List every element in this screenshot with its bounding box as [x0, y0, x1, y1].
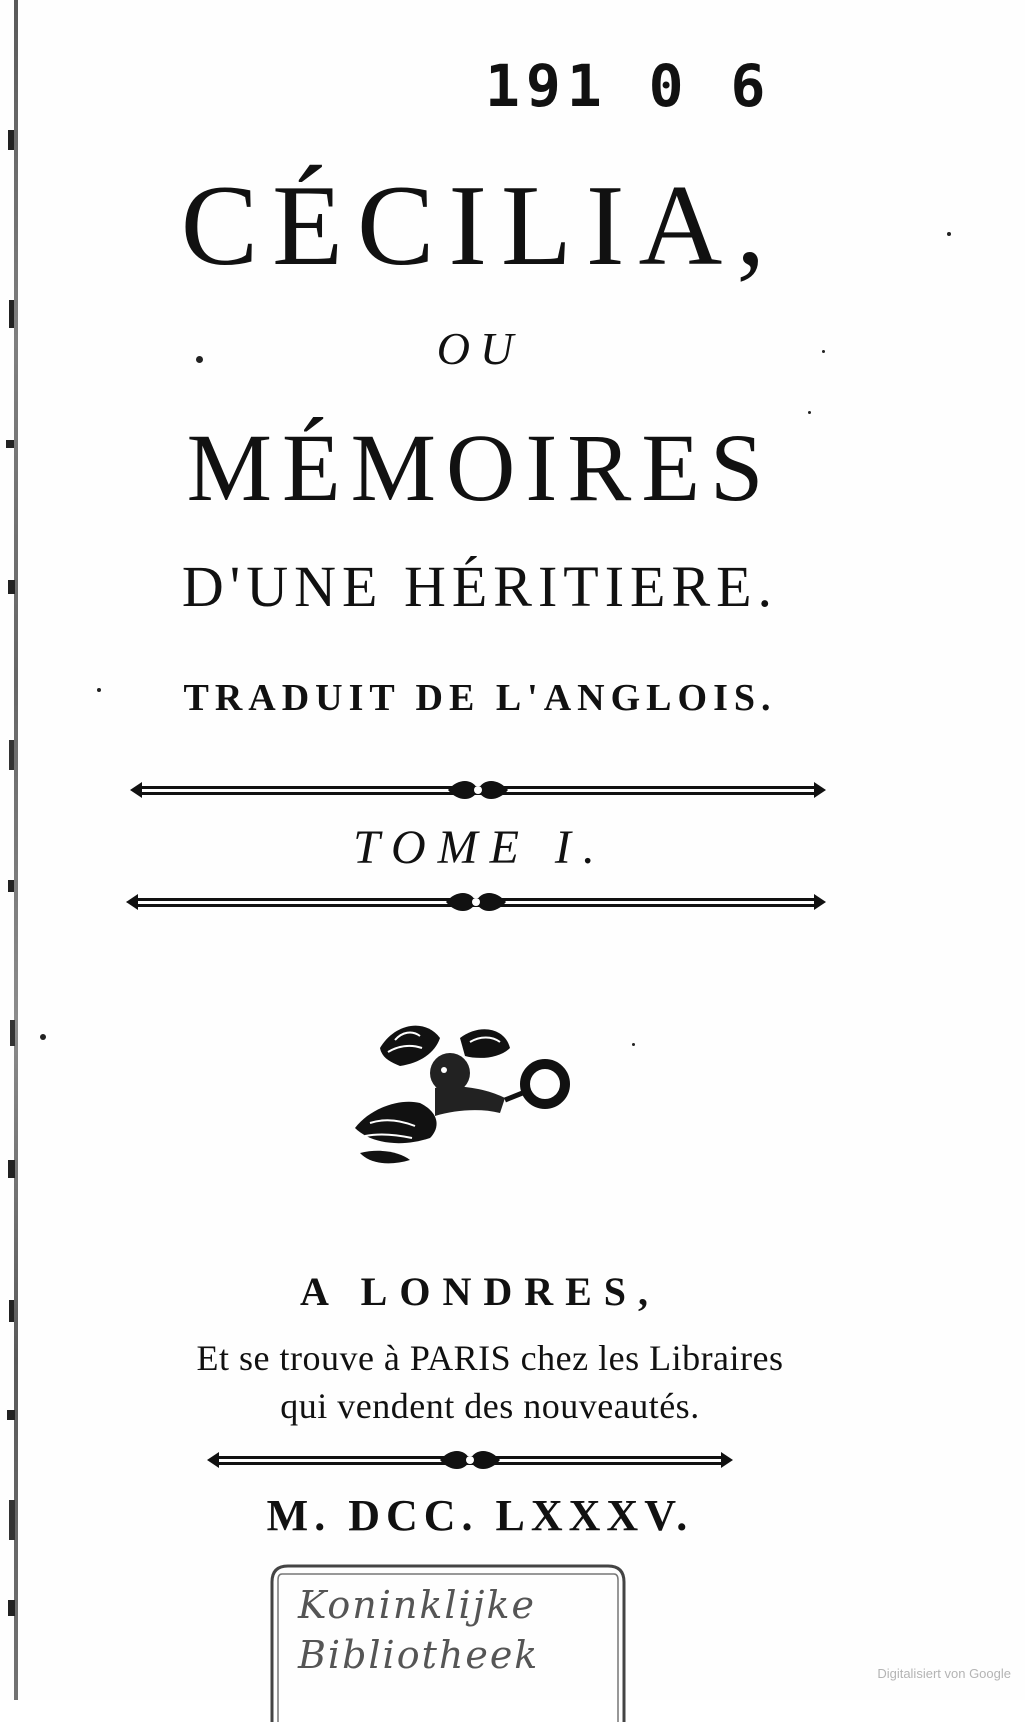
stamp-line-2: Bibliotheek	[298, 1633, 540, 1677]
ink-speck	[40, 1034, 46, 1040]
ink-speck	[632, 1043, 635, 1046]
stamp-line-1: Koninklijke	[298, 1583, 536, 1627]
ornamental-rule-icon	[128, 778, 828, 804]
shelfmark: 191 0 6	[485, 52, 772, 120]
cherub-with-wreath-icon	[340, 1018, 580, 1168]
library-stamp	[268, 1562, 628, 1722]
translation-note: TRADUIT DE L'ANGLOIS.	[183, 677, 777, 719]
imprint-line-1: Et se trouve à PARIS chez les Libraires	[196, 1338, 784, 1378]
imprint-line-2: qui vendent des nouveautés.	[280, 1386, 700, 1426]
place-of-publication: A LONDRES,	[299, 1269, 661, 1314]
subtitle-line-1: MÉMOIRES	[186, 414, 774, 521]
subtitle-line-2: D'UNE HÉRITIERE.	[181, 554, 779, 619]
digitization-watermark: Digitalisiert von Google	[877, 1666, 1011, 1681]
volume-label: TOME I.	[353, 821, 607, 874]
ornamental-rule-icon	[124, 890, 828, 916]
ink-speck	[947, 232, 951, 236]
ink-speck	[808, 411, 811, 414]
stamp-text	[298, 1580, 618, 1680]
publication-year: M. DCC. LXXXV.	[266, 1491, 694, 1540]
imprint	[100, 1334, 880, 1430]
ornamental-rule-icon	[205, 1448, 735, 1474]
title-connector: OU	[436, 323, 524, 374]
binding-specks	[0, 0, 40, 1700]
book-title: CÉCILIA,	[180, 162, 780, 290]
